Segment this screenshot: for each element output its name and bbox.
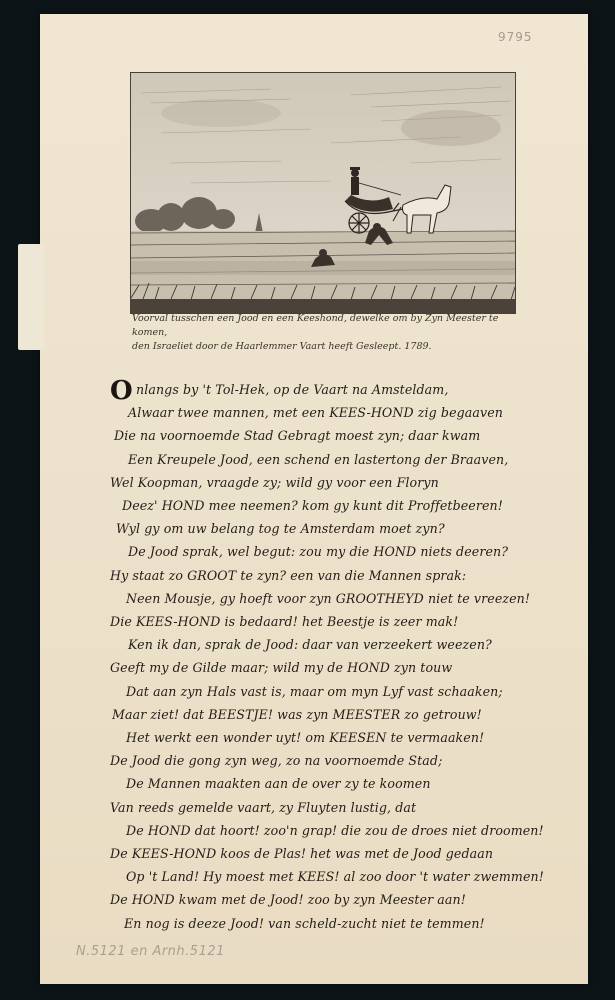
poem-line: Die na voornoemde Stad Gebragt moest zyn; daar kwam xyxy=(114,428,481,444)
paper-tab xyxy=(18,244,44,350)
poem-line: Van reeds gemelde vaart, zy Fluyten lustig, dat xyxy=(110,799,417,815)
inventory-number-bottom: N.5121 en Arnh.5121 xyxy=(76,944,225,959)
inventory-number-top: 9795 xyxy=(498,30,533,44)
poem-line: De HOND dat hoort! zoo'n grap! die zou de droes niet droomen! xyxy=(126,822,544,838)
poem-line: Deez' HOND mee neemen? kom gy kunt dit Proffetbeeren! xyxy=(122,498,503,513)
poem-line: Ken ik dan, sprak de Jood: daar van verzeekert weezen? xyxy=(128,637,492,653)
poem-line: Wyl gy om uw belang tog te Amsterdam moet zyn? xyxy=(116,521,445,537)
poem-line: De Jood sprak, wel begut: zou my die HOND niets deeren? xyxy=(128,544,509,560)
engraving-horse-carriage-icon xyxy=(131,73,515,313)
poem-line: Alwaar twee mannen, met een KEES-HOND zig begaaven xyxy=(128,405,503,421)
poem-line: Neen Mousje, gy hoeft voor zyn GROOTHEYD niet te vreezen! xyxy=(126,590,531,606)
poem-line: En nog is deeze Jood! van scheld-zucht niet te temmen! xyxy=(124,915,485,931)
poem-line: Het werkt een wonder uyt! om KEESEN te vermaaken! xyxy=(126,730,485,745)
poem-line: De HOND kwam met de Jood! zoo by zyn Meester aan! xyxy=(110,892,466,908)
engraving-illustration xyxy=(130,72,516,314)
poem-line: Op 't Land! Hy moest met KEES! al zoo door 't water zwemmen! xyxy=(126,869,544,885)
caption-line-2: den Israeliet door de Haarlemmer Vaart heeft Gesleept. 1789. xyxy=(132,341,432,352)
poem-line: Hy staat zo GROOT te zyn? een van die Mannen sprak: xyxy=(110,567,467,583)
poem-line: De Mannen maakten aan de over zy te koomen xyxy=(126,776,431,792)
poem-line: Een Kreupele Jood, een schend en lastertong der Braaven, xyxy=(128,451,509,467)
poem-line: Maar ziet! dat BEESTJE! was zyn MEESTER zo getrouw! xyxy=(112,706,482,722)
poem-line: nlangs by 't Tol-Hek, op de Vaart na Amsteldam, xyxy=(136,382,449,397)
poem-line: Wel Koopman, vraagde zy; wild gy voor een Floryn xyxy=(110,474,439,490)
poem-dropcap: O xyxy=(110,376,133,406)
caption-line-1: Voorval tusschen een Jood en een Keeshond, dewelke om by Zyn Meester te komen, xyxy=(132,313,499,338)
poem-line: Die KEES-HOND is bedaard! het Beestje is zeer mak! xyxy=(110,614,459,629)
poem-line: De KEES-HOND koos de Plas! het was met de Jood gedaan xyxy=(110,846,494,861)
poem-line: De Jood die gong zyn weg, zo na voornoemde Stad; xyxy=(110,753,443,769)
poem-line: Geeft my de Gilde maar; wild my de HOND zyn touw xyxy=(110,660,453,676)
engraving-caption xyxy=(132,312,522,354)
poem-line: Dat aan zyn Hals vast is, maar om myn Lyf vast schaaken; xyxy=(126,683,503,699)
